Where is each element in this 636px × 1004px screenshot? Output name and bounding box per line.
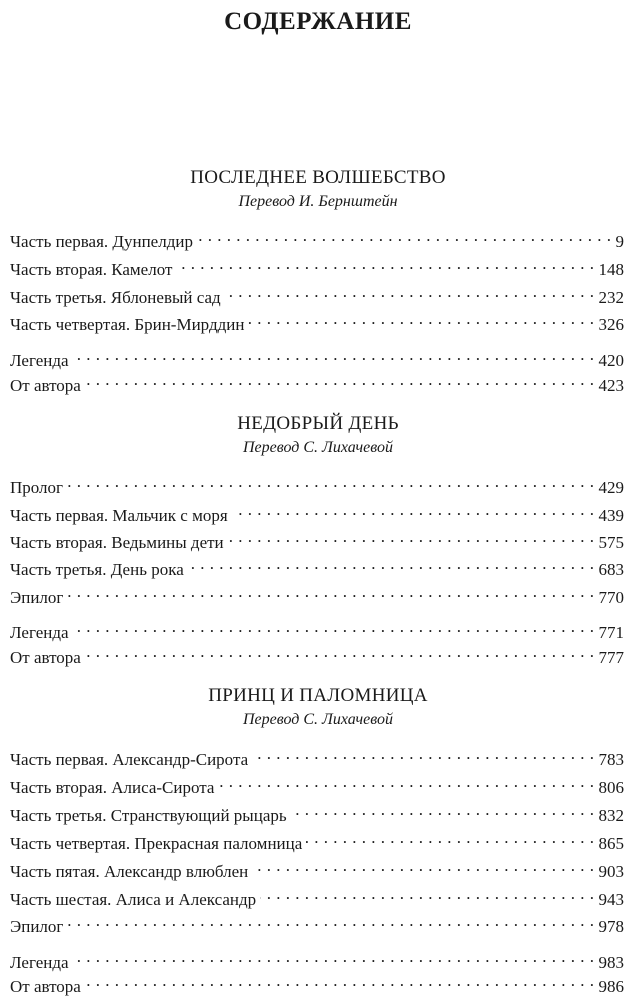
dot-leader — [252, 855, 594, 877]
toc-entry[interactable] — [10, 743, 624, 769]
toc-entry-page: 683 — [598, 560, 624, 579]
toc-entry-page: 986 — [598, 977, 624, 996]
section-title: НЕДОБРЫЙ ДЕНЬ — [237, 413, 399, 434]
toc-entry-page: 575 — [598, 533, 624, 552]
dot-leader — [73, 344, 595, 366]
toc-entry-page: 806 — [598, 778, 624, 797]
toc-entry-page: 978 — [598, 917, 624, 936]
dot-leader — [291, 799, 595, 821]
section-translator: Перевод С. Лихачевой — [242, 439, 394, 456]
toc-entry-label: От автора — [10, 977, 81, 996]
toc-entry[interactable] — [10, 344, 624, 370]
toc-entry[interactable] — [10, 281, 624, 307]
toc-entry-label: Пролог — [10, 478, 64, 497]
dot-leader — [228, 526, 595, 548]
section-title: ПОСЛЕДНЕЕ ВОЛШЕБСТВО — [190, 167, 446, 188]
toc-entry-label: Часть четвертая. Брин-Мирддин — [10, 315, 245, 334]
section-translator: Перевод И. Бернштейн — [238, 193, 398, 210]
toc-entry-page: 423 — [598, 376, 624, 395]
toc-entry[interactable] — [10, 771, 624, 797]
toc-entry[interactable] — [10, 883, 624, 909]
dot-leader — [85, 970, 595, 992]
toc-entry-label: Часть вторая. Ведьмины дети — [10, 533, 224, 552]
toc-entry[interactable] — [10, 616, 624, 642]
dot-leader — [85, 369, 595, 391]
toc-entry-page: 9 — [615, 232, 624, 251]
toc-entry-label: Часть первая. Мальчик с моря — [10, 506, 228, 525]
toc-entry[interactable] — [10, 308, 624, 334]
toc-entry-label: Часть первая. Александр-Сирота — [10, 750, 249, 769]
toc-entry-page: 420 — [598, 351, 624, 370]
toc-entry-label: От автора — [10, 648, 81, 667]
toc-entry-label: Часть пятая. Александр влюблен — [10, 862, 249, 881]
dot-leader — [260, 883, 594, 905]
toc-entry-page: 943 — [598, 890, 624, 909]
toc-entry-page: 771 — [598, 623, 624, 642]
toc-entry[interactable] — [10, 827, 624, 853]
dot-leader — [176, 253, 594, 275]
toc-entry-label: Часть четвертая. Прекрасная паломница — [10, 834, 303, 853]
toc-entry-label: Часть вторая. Алиса-Сирота — [10, 778, 215, 797]
toc-entry-label: Часть третья. День рока — [10, 560, 184, 579]
toc-entry-page: 429 — [598, 478, 624, 497]
dot-leader — [218, 771, 594, 793]
toc-entry-label: Часть третья. Яблоневый сад — [10, 288, 221, 307]
dot-leader — [67, 471, 594, 493]
toc-entry[interactable] — [10, 970, 624, 996]
dot-leader — [73, 616, 595, 638]
toc-entry-label: Эпилог — [10, 917, 64, 936]
toc-entry-label: Часть вторая. Камелот — [10, 260, 173, 279]
toc-entry[interactable] — [10, 946, 624, 972]
dot-leader — [67, 581, 594, 603]
dot-leader — [252, 743, 594, 765]
toc-entry-page: 777 — [598, 648, 624, 667]
toc-entry-page: 148 — [598, 260, 624, 279]
toc-entry-label: От автора — [10, 376, 81, 395]
toc-entry[interactable] — [10, 641, 624, 667]
toc-entry[interactable] — [10, 471, 624, 497]
dot-leader — [248, 308, 594, 330]
section-title: ПРИНЦ И ПАЛОМНИЦА — [208, 685, 428, 706]
toc-entry-page: 903 — [598, 862, 624, 881]
toc-entry-page: 983 — [598, 953, 624, 972]
toc-entry-page: 326 — [598, 315, 624, 334]
toc-entry-page: 865 — [598, 834, 624, 853]
dot-leader — [67, 910, 594, 932]
dot-leader — [73, 946, 595, 968]
dot-leader — [197, 225, 612, 247]
toc-entry-label: Легенда — [10, 623, 69, 642]
dot-leader — [85, 641, 595, 663]
page-title: СОДЕРЖАНИЕ — [224, 8, 412, 35]
toc-entry-page: 832 — [598, 806, 624, 825]
dot-leader — [188, 553, 595, 575]
toc-entry-label: Часть третья. Странствующий рыцарь — [10, 806, 287, 825]
toc-entry[interactable] — [10, 855, 624, 881]
toc-entry[interactable] — [10, 799, 624, 825]
dot-leader — [306, 827, 594, 849]
dot-leader — [225, 281, 595, 303]
toc-entry-label: Эпилог — [10, 588, 64, 607]
toc-entry-page: 232 — [598, 288, 624, 307]
toc-entry-page: 770 — [598, 588, 624, 607]
toc-entry[interactable] — [10, 225, 624, 251]
toc-entry[interactable] — [10, 253, 624, 279]
toc-entry-label: Часть шестая. Алиса и Александр — [10, 890, 257, 909]
toc-entry-label: Легенда — [10, 351, 69, 370]
toc-entry[interactable] — [10, 369, 624, 395]
toc-entry-label: Легенда — [10, 953, 69, 972]
section-translator: Перевод С. Лихачевой — [242, 711, 394, 728]
toc-entry-label: Часть первая. Дунпелдир — [10, 232, 193, 251]
toc-entry[interactable] — [10, 553, 624, 579]
toc-entry-page: 783 — [598, 750, 624, 769]
toc-entry-page: 439 — [598, 506, 624, 525]
toc-entry[interactable] — [10, 581, 624, 607]
toc-entry[interactable] — [10, 526, 624, 552]
toc-entry[interactable] — [10, 910, 624, 936]
toc-entry[interactable] — [10, 499, 624, 525]
dot-leader — [232, 499, 595, 521]
